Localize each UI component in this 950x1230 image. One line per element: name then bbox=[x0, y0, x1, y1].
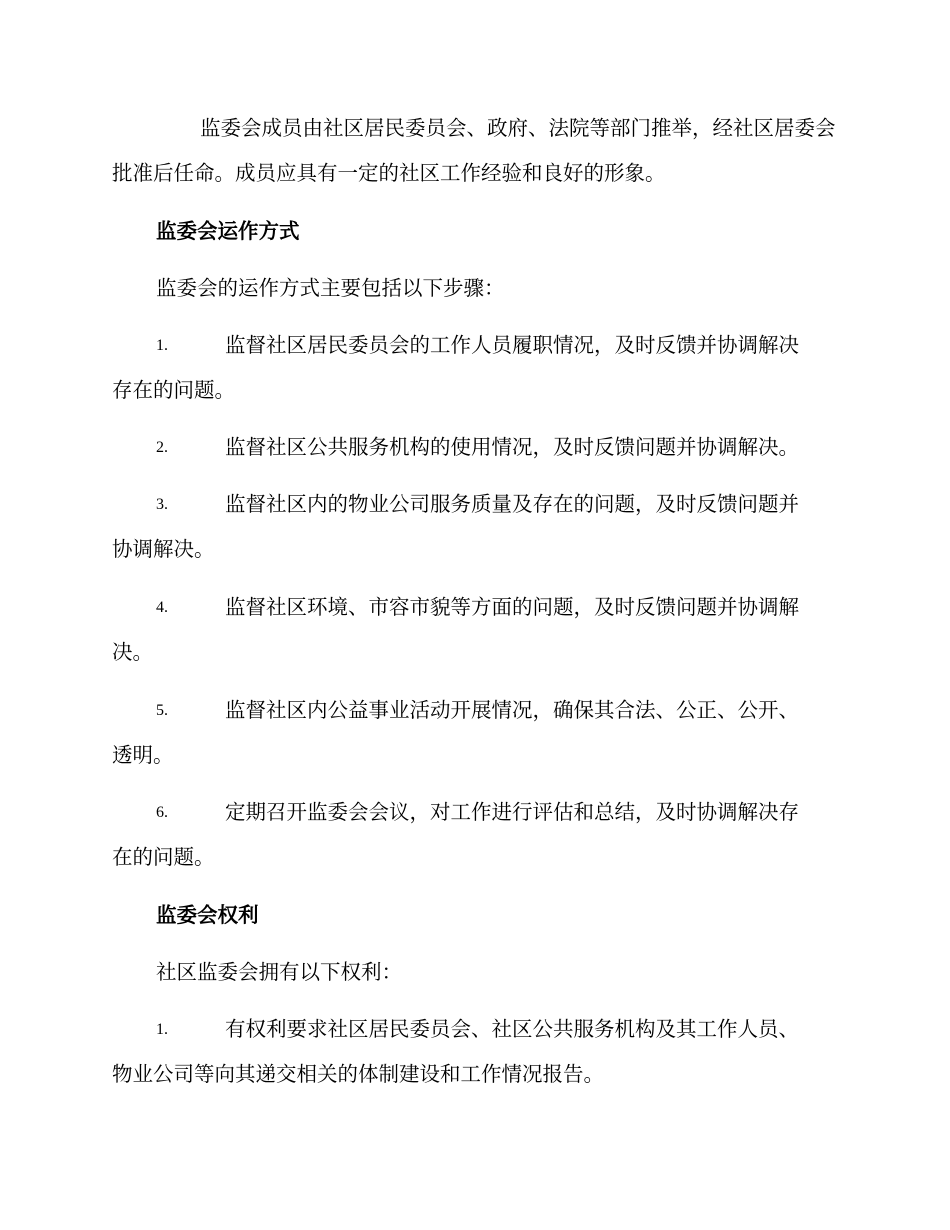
rights-lead: 社区监委会拥有以下权利： bbox=[156, 960, 402, 984]
list-item bbox=[112, 323, 834, 413]
list-number: 6. bbox=[156, 804, 168, 821]
list-number: 4. bbox=[156, 599, 168, 616]
list-item bbox=[112, 482, 834, 572]
list-number: 2. bbox=[156, 439, 168, 456]
list-item-line-1: 监督社区内公益事业活动开展情况，确保其合法、公正、公开、 bbox=[225, 698, 799, 722]
list-item-line-1: 有权利要求社区居民委员会、社区公共服务机构及其工作人员、 bbox=[225, 1017, 799, 1041]
intro-paragraph bbox=[112, 106, 834, 196]
list-item bbox=[112, 585, 834, 675]
list-number: 1. bbox=[156, 1021, 168, 1038]
list-item-line-2: 决。 bbox=[112, 640, 153, 664]
list-item-line-2: 协调解决。 bbox=[112, 537, 215, 561]
section-heading-operation: 监委会运作方式 bbox=[156, 219, 300, 243]
list-number: 3. bbox=[156, 496, 168, 513]
list-number: 5. bbox=[156, 702, 168, 719]
list-item bbox=[112, 425, 834, 470]
list-item bbox=[112, 1007, 834, 1097]
intro-line-2: 批准后任命。成员应具有一定的社区工作经验和良好的形象。 bbox=[112, 161, 666, 185]
list-item-line-1: 监督社区环境、市容市貌等方面的问题，及时反馈问题并协调解 bbox=[225, 595, 799, 619]
list-item-line-1: 监督社区居民委员会的工作人员履职情况，及时反馈并协调解决 bbox=[225, 333, 799, 357]
list-item-line-2: 物业公司等向其递交相关的体制建设和工作情况报告。 bbox=[112, 1062, 604, 1086]
list-item-line-1: 定期召开监委会会议，对工作进行评估和总结，及时协调解决存 bbox=[225, 800, 799, 824]
list-item-line-2: 在的问题。 bbox=[112, 845, 215, 869]
list-item-line-1: 监督社区公共服务机构的使用情况，及时反馈问题并协调解决。 bbox=[225, 435, 799, 459]
section-heading-rights: 监委会权利 bbox=[156, 903, 259, 927]
list-item bbox=[112, 790, 834, 880]
list-item-line-2: 存在的问题。 bbox=[112, 378, 235, 402]
list-item-line-2: 透明。 bbox=[112, 743, 174, 767]
list-number: 1. bbox=[156, 337, 168, 354]
list-item bbox=[112, 688, 834, 778]
list-item-line-1: 监督社区内的物业公司服务质量及存在的问题，及时反馈问题并 bbox=[225, 492, 799, 516]
operation-lead: 监委会的运作方式主要包括以下步骤： bbox=[156, 276, 505, 300]
intro-line-1: 监委会成员由社区居民委员会、政府、法院等部门推举，经社区居委会 bbox=[200, 116, 836, 140]
